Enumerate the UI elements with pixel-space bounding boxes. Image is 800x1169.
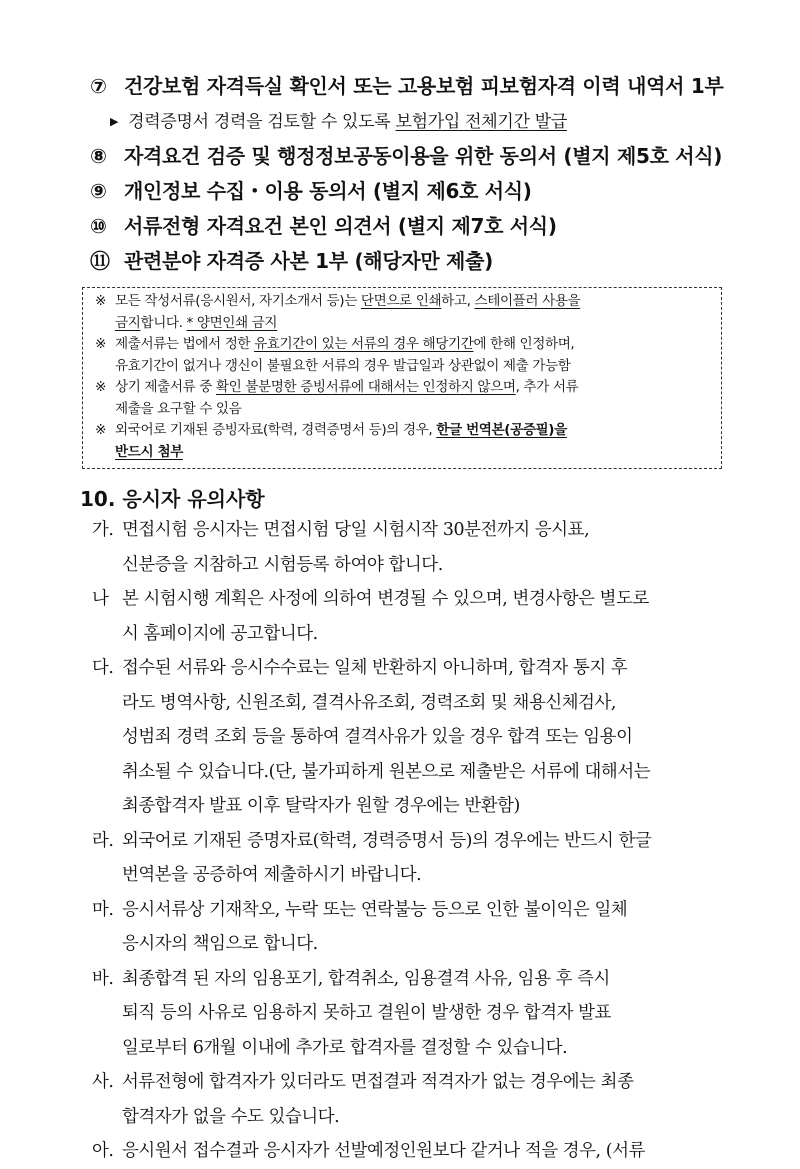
- caution-line: [92, 686, 732, 721]
- notice-underlined-bold: 반드시 첨부: [115, 443, 183, 460]
- notice-underlined: 확인 불분명한 증빙서류에 대해서는 인정하지 않으며: [215, 379, 516, 395]
- doc-item-text: 관련분야 자격증 사본 1부 (해당자만 제출): [124, 249, 493, 273]
- caution-line: [92, 927, 732, 962]
- caution-text: 번역본을 공증하여 제출하시기 바랍니다.: [122, 865, 422, 885]
- caution-text: 응시서류상 기재착오, 누락 또는 연락불능 등으로 인한 불이익은 일체: [122, 899, 628, 920]
- notice-line: [95, 356, 713, 378]
- caution-text: 최종합격 된 자의 임용포기, 합격취소, 임용결격 사유, 임용 후 즉시: [122, 968, 610, 989]
- caution-text: 일로부터 6개월 이내에 추가로 합격자를 결정할 수 있습니다.: [122, 1037, 568, 1058]
- notice-line: [95, 291, 713, 313]
- reference-mark-icon: ※: [95, 379, 106, 395]
- notice-underlined-bold: 한글 번역본(공증필)을: [436, 422, 567, 438]
- caution-label: 마.: [92, 899, 114, 920]
- doc-item-text: 서류전형 자격요건 본인 의견서 (별지 제7호 서식): [124, 214, 557, 238]
- caution-line: [92, 548, 732, 583]
- caution-label: 아.: [92, 1141, 114, 1161]
- notice-underlined: 단면으로 인쇄: [360, 293, 442, 309]
- doc-item-number: ⑨: [90, 179, 107, 203]
- caution-line: [92, 996, 732, 1031]
- reference-mark-icon: ※: [95, 422, 106, 438]
- caution-label: 다.: [92, 658, 114, 678]
- notice-text: 하고,: [441, 293, 475, 309]
- doc-item-text: 자격요건 검증 및 행정정보공동이용을 위한 동의서 (별지 제5호 서식): [124, 144, 723, 168]
- caution-text: 면접시험 응시자는 면접시험 당일 시험시작 30분전까지 응시표,: [122, 520, 590, 540]
- caution-text: 퇴직 등의 사유로 임용하지 못하고 결원이 발생한 경우 합격자 발표: [122, 1003, 611, 1023]
- caution-text: 라도 병역사항, 신원조회, 결격사유조회, 경력조회 및 채용신체검사,: [122, 692, 617, 713]
- notice-underlined: 금지: [115, 314, 141, 331]
- caution-text: 외국어로 기재된 증명자료(학력, 경력증명서 등)의 경우에는 반드시 한글: [122, 830, 652, 851]
- caution-line: [92, 651, 732, 686]
- doc-item-text: 개인정보 수집・이용 동의서 (별지 제6호 서식): [124, 179, 532, 203]
- caution-label: 나: [92, 589, 109, 609]
- caution-line: [92, 617, 732, 652]
- notice-text: 유효기간이 없거나 갱신이 불필요한 서류의 경우 발급일과 상관없이 제출 가능함: [115, 357, 571, 374]
- caution-line: [92, 1134, 732, 1169]
- caution-label: 가.: [92, 520, 114, 540]
- caution-text: 본 시험시행 계획은 사정에 의하여 변경될 수 있으며, 변경사항은 별도로: [122, 589, 649, 609]
- caution-text: 성범죄 경력 조회 등을 통하여 결격사유가 있을 경우 합격 또는 임용이: [122, 727, 633, 747]
- caution-list: [92, 513, 732, 1169]
- notice-line: [95, 420, 713, 442]
- notice-line: [95, 399, 713, 421]
- sub-note: [110, 110, 567, 136]
- caution-text: 응시원서 접수결과 응시자가 선발예정인원보다 같거나 적을 경우, (서류: [122, 1141, 645, 1161]
- notice-line: [95, 334, 713, 356]
- notice-text: 합니다.: [140, 314, 187, 331]
- notice-text: 에 한해 인정하며,: [473, 336, 575, 352]
- caution-text: 접수된 서류와 응시수수료는 일체 반환하지 아니하며, 합격자 통지 후: [122, 658, 628, 678]
- notice-text: 제출서류는 법에서 정한: [115, 336, 255, 352]
- caution-text: 최종합격자 발표 이후 탈락자가 원할 경우에는 반환함): [122, 796, 520, 816]
- caution-line: [92, 1100, 732, 1135]
- caution-line: [92, 513, 732, 548]
- caution-label: 바.: [92, 968, 114, 989]
- notice-underlined: 유효기간이 있는 서류의 경우 해당기간: [254, 336, 474, 352]
- doc-item-number: ⑪: [90, 249, 110, 273]
- sub-note-underlined: 보험가입 전체기간 발급: [395, 112, 567, 132]
- notice-line: [95, 442, 713, 464]
- caution-text: 서류전형에 합격자가 있더라도 면접결과 적격자가 없는 경우에는 최종: [122, 1072, 634, 1092]
- notice-text: 모든 작성서류(응시원서, 자기소개서 등)는: [115, 293, 361, 309]
- caution-text: 신분증을 지참하고 시험등록 하여야 합니다.: [122, 554, 443, 575]
- caution-line: [92, 824, 732, 859]
- notice-line: [95, 377, 713, 399]
- notice-box: [82, 287, 722, 469]
- caution-text: 취소될 수 있습니다.(단, 불가피하게 원본으로 제출받은 서류에 대해서는: [122, 761, 651, 782]
- doc-item-9: [90, 177, 750, 205]
- caution-line: [92, 1031, 732, 1066]
- caution-line: [92, 1065, 732, 1100]
- doc-item-10: [90, 212, 750, 240]
- notice-underlined: * 양면인쇄 금지: [186, 314, 278, 331]
- notice-underlined: 스테이플러 사용을: [474, 293, 581, 309]
- caution-line: [92, 858, 732, 893]
- notice-text: 상기 제출서류 중: [115, 379, 216, 395]
- caution-text: 합격자가 없을 수도 있습니다.: [122, 1106, 340, 1127]
- caution-label: 사.: [92, 1072, 114, 1092]
- notice-text: 제출을 요구할 수 있음: [115, 400, 242, 417]
- caution-line: [92, 582, 732, 617]
- sub-note-text: 경력증명서 경력을 검토할 수 있도록: [128, 112, 396, 132]
- caution-text: 시 홈페이지에 공고합니다.: [122, 623, 318, 644]
- caution-line: [92, 755, 732, 790]
- doc-item-11: [90, 247, 750, 275]
- doc-item-7: [90, 72, 750, 100]
- notice-text: 외국어로 기재된 증빙자료(학력, 경력증명서 등)의 경우,: [115, 422, 437, 438]
- doc-item-number: ⑦: [90, 74, 107, 98]
- reference-mark-icon: ※: [95, 293, 106, 309]
- caution-text: 응시자의 책임으로 합니다.: [122, 934, 318, 954]
- caution-line: [92, 720, 732, 755]
- doc-item-number: ⑩: [90, 214, 107, 238]
- reference-mark-icon: ※: [95, 336, 106, 352]
- caution-label: 라.: [92, 830, 114, 851]
- doc-item-text: 건강보험 자격득실 확인서 또는 고용보험 피보험자격 이력 내역서 1부: [124, 74, 724, 98]
- notice-line: [95, 313, 713, 335]
- doc-item-8: [90, 142, 750, 170]
- caution-line: [92, 789, 732, 824]
- doc-item-number: ⑧: [90, 144, 107, 168]
- triangle-right-icon: ▶: [110, 115, 119, 128]
- caution-line: [92, 962, 732, 997]
- section-title: 10. 응시자 유의사항: [80, 487, 265, 511]
- caution-line: [92, 893, 732, 928]
- notice-text: , 추가 서류: [515, 379, 579, 395]
